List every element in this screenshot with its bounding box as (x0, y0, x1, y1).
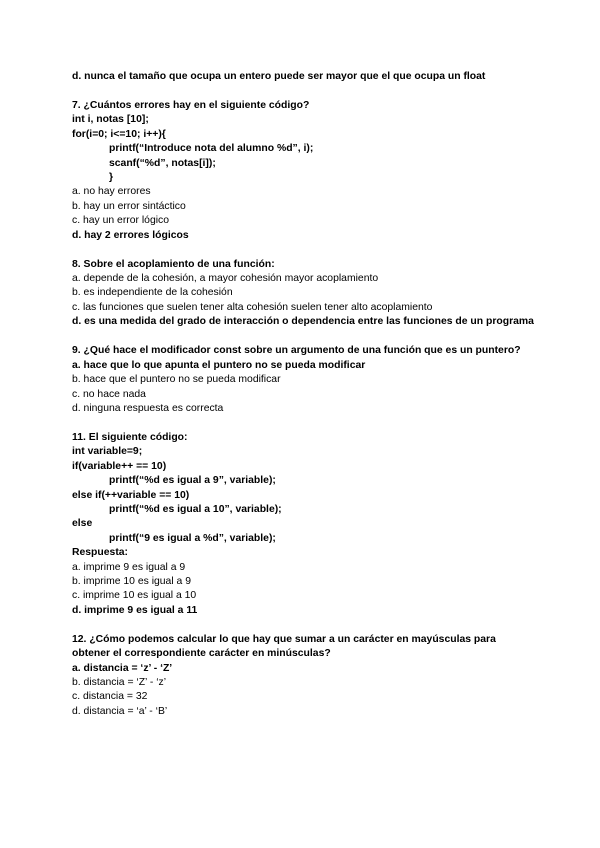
question-8 (72, 258, 534, 330)
option-a-correct: a. hace que lo que apunta el puntero no se pueda modificar (72, 359, 366, 371)
option-a: a. imprime 9 es igual a 9 (72, 561, 186, 573)
option-a: a. depende de la cohesión, a mayor cohesión mayor acoplamiento (72, 273, 379, 285)
code-line: int variable=9; (72, 446, 143, 458)
option-c: c. hay un error lógico (72, 215, 170, 227)
question-title: 11. El siguiente código: (72, 431, 188, 443)
code-line: int i, notas [10]; (72, 114, 149, 126)
code-line: if(variable++ == 10) (72, 460, 167, 472)
question-title: 7. ¿Cuántos errores hay en el siguiente código? (72, 100, 310, 111)
option-b: b. distancia = ‘Z’ - ‘z’ (72, 677, 167, 688)
code-line: else if(++variable == 10) (72, 489, 190, 501)
option-a: a. no hay errores (72, 186, 151, 198)
option-b: b. hay un error sintáctico (72, 200, 186, 212)
option-a-correct: a. distancia = ‘z’ - ‘Z’ (72, 662, 173, 674)
code-line: } (109, 172, 114, 184)
code-line: printf(“Introduce nota del alumno %d”, i); (109, 143, 314, 155)
answer-label: Respuesta: (72, 547, 129, 559)
option-d-correct: d. hay 2 errores lógicos (72, 229, 189, 241)
question-12 (72, 633, 534, 719)
option-c: c. distancia = 32 (72, 691, 148, 703)
option-d-correct: d. imprime 9 es igual a 11 (72, 604, 198, 616)
code-line: printf(“%d es igual a 10”, variable); (109, 503, 282, 515)
option-b: b. hace que el puntero no se pueda modificar (72, 374, 281, 386)
option-b: b. imprime 10 es igual a 9 (72, 575, 191, 587)
question-title: 8. Sobre el acoplamiento de una función: (72, 258, 275, 270)
option-d: d. distancia = ‘a’ - ‘B’ (72, 705, 168, 717)
code-line: for(i=0; i<=10; i++){ (72, 128, 166, 140)
question-9 (72, 344, 534, 416)
question-title: 12. ¿Cómo podemos calcular lo que hay que sumar a un carácter en mayúsculas para obtener el correspondiente carácter en minúsculas? (72, 633, 496, 660)
option-b: b. es independiente de la cohesión (72, 287, 233, 299)
option-d: d. ninguna respuesta es correcta (72, 402, 224, 414)
question-7 (72, 99, 534, 243)
option-c: c. imprime 10 es igual a 10 (72, 590, 197, 602)
document-content (72, 70, 534, 719)
code-line: printf(“%d es igual a 9”, variable); (109, 475, 276, 487)
question-title: 9. ¿Qué hace el modificador const sobre un argumento de una función que es un puntero? (72, 345, 521, 357)
previous-answer: d. nunca el tamaño que ocupa un entero puede ser mayor que el que ocupa un float (72, 71, 486, 82)
code-line: scanf(“%d”, notas[i]); (109, 157, 216, 169)
option-c: c. no hace nada (72, 388, 146, 400)
question-11 (72, 431, 534, 618)
code-line: printf(“9 es igual a %d”, variable); (109, 532, 276, 544)
code-line: else (72, 518, 93, 530)
option-d-correct: d. es una medida del grado de interacción o dependencia entre las funciones de un programa (72, 316, 534, 328)
option-c: c. las funciones que suelen tener alta cohesión suelen tener alto acoplamiento (72, 301, 433, 313)
